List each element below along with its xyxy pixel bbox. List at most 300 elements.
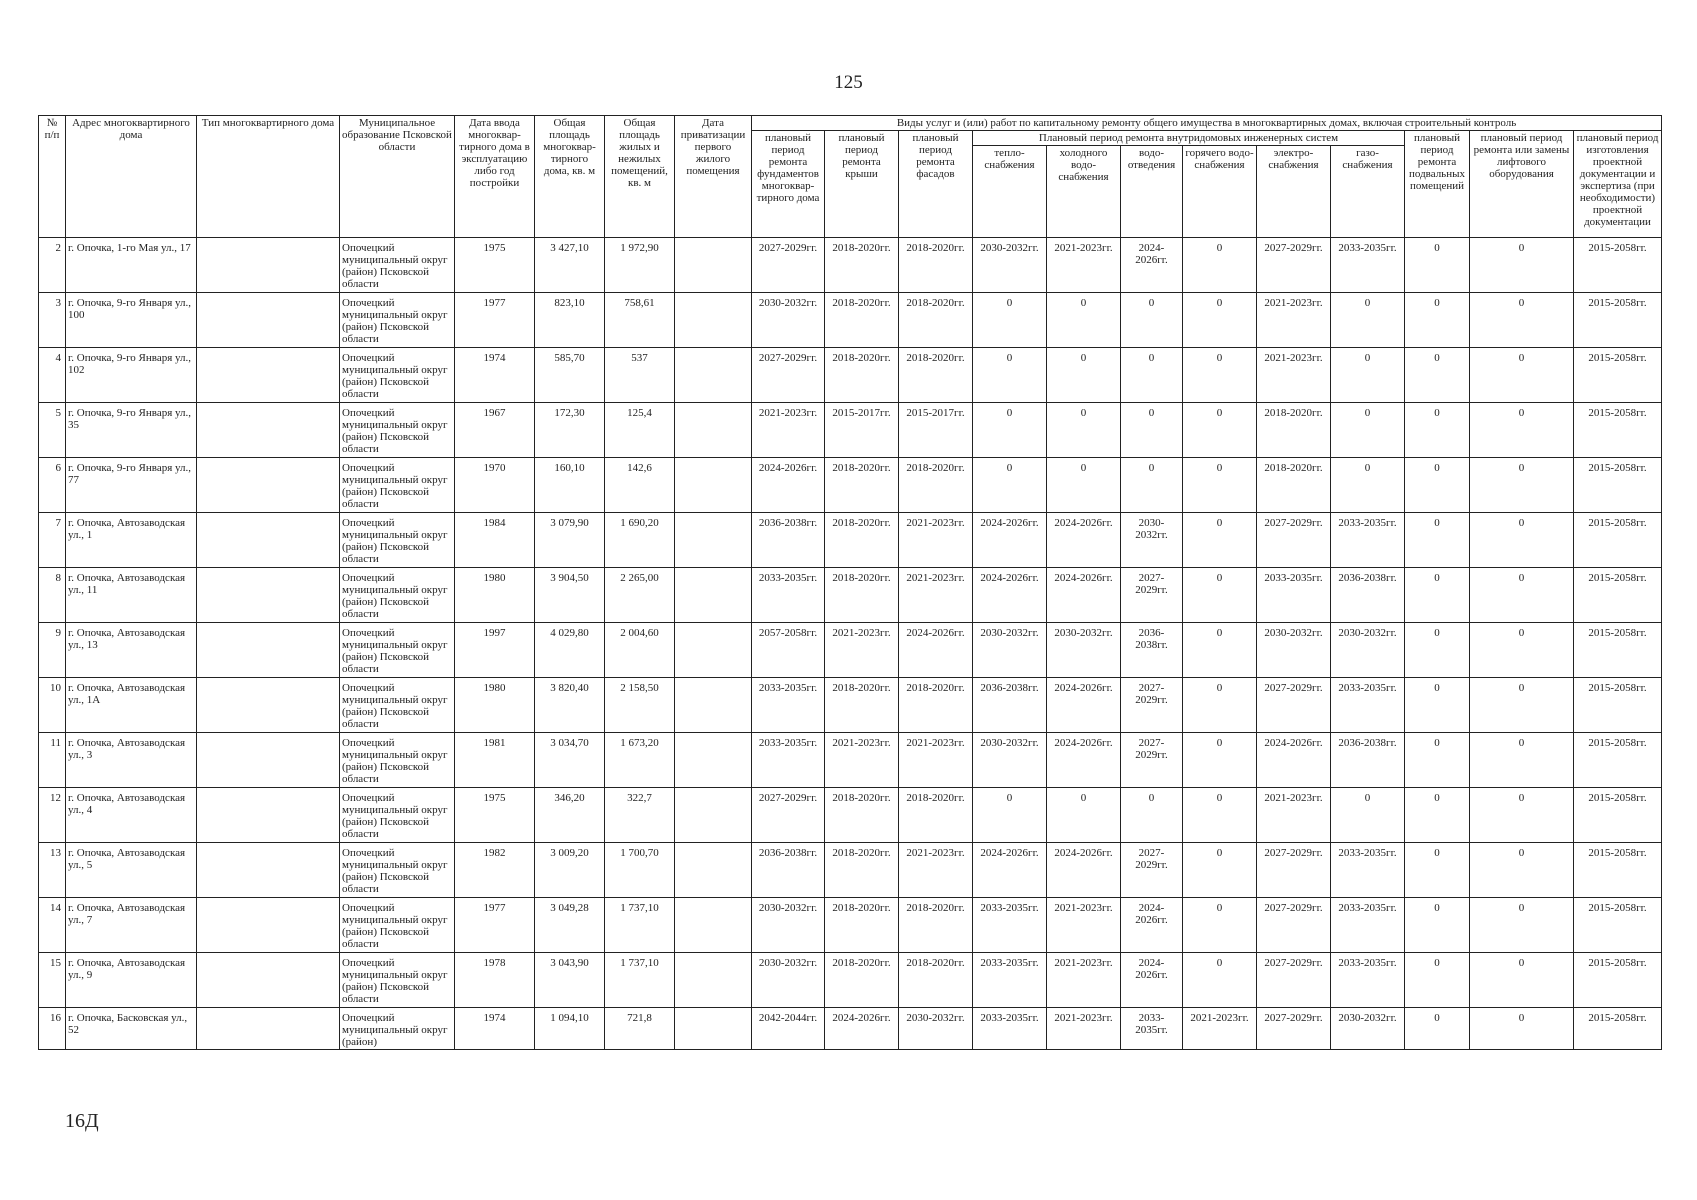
year-cell: 1984 bbox=[455, 513, 535, 568]
sewage-cell: 2024-2026гг. bbox=[1121, 953, 1183, 1008]
table-row bbox=[39, 788, 1662, 843]
foundation-cell: 2030-2032гг. bbox=[752, 953, 825, 1008]
year-cell: 1977 bbox=[455, 293, 535, 348]
sewage-cell: 2033-2035гг. bbox=[1121, 1008, 1183, 1050]
elevator-cell: 0 bbox=[1470, 458, 1574, 513]
type-cell bbox=[197, 458, 340, 513]
type-cell bbox=[197, 403, 340, 458]
cold-water-cell: 2024-2026гг. bbox=[1047, 568, 1121, 623]
elevator-cell: 0 bbox=[1470, 678, 1574, 733]
sewage-cell: 2030-2032гг. bbox=[1121, 513, 1183, 568]
hot-water-cell: 0 bbox=[1183, 733, 1257, 788]
privatization-cell bbox=[675, 733, 752, 788]
facade-cell: 2021-2023гг. bbox=[899, 843, 973, 898]
municipality-cell: Опочецкий муниципальный округ (район) Псковской области bbox=[340, 953, 455, 1008]
facade-cell: 2018-2020гг. bbox=[899, 348, 973, 403]
sewage-cell: 0 bbox=[1121, 458, 1183, 513]
foundation-cell: 2036-2038гг. bbox=[752, 513, 825, 568]
header-type: Тип многоквартирного дома bbox=[197, 116, 340, 238]
design-cell: 2015-2058гг. bbox=[1574, 733, 1662, 788]
living-area-cell: 721,8 bbox=[605, 1008, 675, 1050]
address-cell: г. Опочка, 9-го Января ул., 100 bbox=[66, 293, 197, 348]
facade-cell: 2018-2020гг. bbox=[899, 678, 973, 733]
table-row bbox=[39, 348, 1662, 403]
gas-cell: 2033-2035гг. bbox=[1331, 513, 1405, 568]
design-cell: 2015-2058гг. bbox=[1574, 898, 1662, 953]
municipality-cell: Опочецкий муниципальный округ (район) bbox=[340, 1008, 455, 1050]
year-cell: 1975 bbox=[455, 238, 535, 293]
header-heat: тепло-снабжения bbox=[973, 146, 1047, 238]
foundation-cell: 2033-2035гг. bbox=[752, 733, 825, 788]
address-cell: г. Опочка, Автозаводская ул., 1А bbox=[66, 678, 197, 733]
electricity-cell: 2027-2029гг. bbox=[1257, 843, 1331, 898]
cold-water-cell: 2024-2026гг. bbox=[1047, 843, 1121, 898]
sewage-cell: 2036-2038гг. bbox=[1121, 623, 1183, 678]
hot-water-cell: 0 bbox=[1183, 953, 1257, 1008]
sewage-cell: 2027-2029гг. bbox=[1121, 678, 1183, 733]
elevator-cell: 0 bbox=[1470, 1008, 1574, 1050]
header-municipality: Муниципальное образование Псковской области bbox=[340, 116, 455, 238]
address-cell: г. Опочка, 9-го Января ул., 102 bbox=[66, 348, 197, 403]
privatization-cell bbox=[675, 348, 752, 403]
municipality-cell: Опочецкий муниципальный округ (район) Псковской области bbox=[340, 678, 455, 733]
municipality-cell: Опочецкий муниципальный округ (район) Псковской области bbox=[340, 568, 455, 623]
row-number: 8 bbox=[39, 568, 66, 623]
gas-cell: 0 bbox=[1331, 348, 1405, 403]
basement-cell: 0 bbox=[1405, 513, 1470, 568]
hot-water-cell: 0 bbox=[1183, 898, 1257, 953]
gas-cell: 2030-2032гг. bbox=[1331, 1008, 1405, 1050]
roof-cell: 2021-2023гг. bbox=[825, 733, 899, 788]
row-number: 10 bbox=[39, 678, 66, 733]
hot-water-cell: 0 bbox=[1183, 293, 1257, 348]
municipality-cell: Опочецкий муниципальный округ (район) Псковской области bbox=[340, 458, 455, 513]
hot-water-cell: 0 bbox=[1183, 788, 1257, 843]
privatization-cell bbox=[675, 458, 752, 513]
table-row bbox=[39, 513, 1662, 568]
electricity-cell: 2027-2029гг. bbox=[1257, 898, 1331, 953]
total-area-cell: 3 034,70 bbox=[535, 733, 605, 788]
heat-cell: 2030-2032гг. bbox=[973, 623, 1047, 678]
roof-cell: 2024-2026гг. bbox=[825, 1008, 899, 1050]
roof-cell: 2018-2020гг. bbox=[825, 238, 899, 293]
foundation-cell: 2027-2029гг. bbox=[752, 348, 825, 403]
header-systems-group: Плановый период ремонта внутридомовых инженерных систем bbox=[973, 131, 1405, 146]
elevator-cell: 0 bbox=[1470, 898, 1574, 953]
basement-cell: 0 bbox=[1405, 293, 1470, 348]
table-row bbox=[39, 733, 1662, 788]
basement-cell: 0 bbox=[1405, 843, 1470, 898]
facade-cell: 2018-2020гг. bbox=[899, 238, 973, 293]
year-cell: 1970 bbox=[455, 458, 535, 513]
basement-cell: 0 bbox=[1405, 568, 1470, 623]
heat-cell: 2024-2026гг. bbox=[973, 568, 1047, 623]
electricity-cell: 2021-2023гг. bbox=[1257, 348, 1331, 403]
row-number: 5 bbox=[39, 403, 66, 458]
year-cell: 1997 bbox=[455, 623, 535, 678]
privatization-cell bbox=[675, 403, 752, 458]
roof-cell: 2018-2020гг. bbox=[825, 678, 899, 733]
heat-cell: 2033-2035гг. bbox=[973, 898, 1047, 953]
capital-repair-table bbox=[38, 115, 1662, 1050]
header-address: Адрес многоквартирного дома bbox=[66, 116, 197, 238]
facade-cell: 2018-2020гг. bbox=[899, 898, 973, 953]
design-cell: 2015-2058гг. bbox=[1574, 678, 1662, 733]
header-total-area: Общая площадь многоквар-тирного дома, кв. м bbox=[535, 116, 605, 238]
municipality-cell: Опочецкий муниципальный округ (район) Псковской области bbox=[340, 898, 455, 953]
row-number: 6 bbox=[39, 458, 66, 513]
cold-water-cell: 2024-2026гг. bbox=[1047, 733, 1121, 788]
heat-cell: 2024-2026гг. bbox=[973, 843, 1047, 898]
roof-cell: 2018-2020гг. bbox=[825, 843, 899, 898]
design-cell: 2015-2058гг. bbox=[1574, 623, 1662, 678]
design-cell: 2015-2058гг. bbox=[1574, 403, 1662, 458]
row-number: 14 bbox=[39, 898, 66, 953]
privatization-cell bbox=[675, 513, 752, 568]
privatization-cell bbox=[675, 293, 752, 348]
total-area-cell: 3 049,28 bbox=[535, 898, 605, 953]
gas-cell: 0 bbox=[1331, 403, 1405, 458]
cold-water-cell: 2021-2023гг. bbox=[1047, 238, 1121, 293]
address-cell: г. Опочка, 9-го Января ул., 77 bbox=[66, 458, 197, 513]
sewage-cell: 0 bbox=[1121, 348, 1183, 403]
gas-cell: 0 bbox=[1331, 293, 1405, 348]
facade-cell: 2018-2020гг. bbox=[899, 953, 973, 1008]
gas-cell: 2033-2035гг. bbox=[1331, 953, 1405, 1008]
cold-water-cell: 2021-2023гг. bbox=[1047, 1008, 1121, 1050]
living-area-cell: 537 bbox=[605, 348, 675, 403]
hot-water-cell: 0 bbox=[1183, 623, 1257, 678]
design-cell: 2015-2058гг. bbox=[1574, 568, 1662, 623]
roof-cell: 2018-2020гг. bbox=[825, 348, 899, 403]
municipality-cell: Опочецкий муниципальный округ (район) Псковской области bbox=[340, 403, 455, 458]
gas-cell: 2036-2038гг. bbox=[1331, 568, 1405, 623]
table-body bbox=[39, 238, 1662, 1050]
total-area-cell: 3 820,40 bbox=[535, 678, 605, 733]
privatization-cell bbox=[675, 898, 752, 953]
elevator-cell: 0 bbox=[1470, 513, 1574, 568]
living-area-cell: 2 004,60 bbox=[605, 623, 675, 678]
address-cell: г. Опочка, Автозаводская ул., 4 bbox=[66, 788, 197, 843]
cold-water-cell: 0 bbox=[1047, 788, 1121, 843]
header-basement: плановый период ремонта подвальных помещений bbox=[1405, 131, 1470, 238]
table-row bbox=[39, 403, 1662, 458]
header-commission-date: Дата ввода многоквар-тирного дома в эксплуатацию либо год постройки bbox=[455, 116, 535, 238]
year-cell: 1974 bbox=[455, 1008, 535, 1050]
electricity-cell: 2027-2029гг. bbox=[1257, 678, 1331, 733]
elevator-cell: 0 bbox=[1470, 348, 1574, 403]
address-cell: г. Опочка, Автозаводская ул., 1 bbox=[66, 513, 197, 568]
design-cell: 2015-2058гг. bbox=[1574, 788, 1662, 843]
header-hot-water: горячего водо-снабжения bbox=[1183, 146, 1257, 238]
sewage-cell: 2027-2029гг. bbox=[1121, 568, 1183, 623]
basement-cell: 0 bbox=[1405, 788, 1470, 843]
total-area-cell: 4 029,80 bbox=[535, 623, 605, 678]
design-cell: 2015-2058гг. bbox=[1574, 458, 1662, 513]
type-cell bbox=[197, 623, 340, 678]
year-cell: 1980 bbox=[455, 568, 535, 623]
type-cell bbox=[197, 898, 340, 953]
municipality-cell: Опочецкий муниципальный округ (район) Псковской области bbox=[340, 293, 455, 348]
type-cell bbox=[197, 568, 340, 623]
header-sewage: водо-отведения bbox=[1121, 146, 1183, 238]
facade-cell: 2024-2026гг. bbox=[899, 623, 973, 678]
type-cell bbox=[197, 1008, 340, 1050]
total-area-cell: 160,10 bbox=[535, 458, 605, 513]
privatization-cell bbox=[675, 678, 752, 733]
living-area-cell: 1 972,90 bbox=[605, 238, 675, 293]
facade-cell: 2018-2020гг. bbox=[899, 293, 973, 348]
heat-cell: 0 bbox=[973, 788, 1047, 843]
foundation-cell: 2024-2026гг. bbox=[752, 458, 825, 513]
municipality-cell: Опочецкий муниципальный округ (район) Псковской области bbox=[340, 348, 455, 403]
year-cell: 1974 bbox=[455, 348, 535, 403]
total-area-cell: 3 427,10 bbox=[535, 238, 605, 293]
table-row bbox=[39, 623, 1662, 678]
foundation-cell: 2030-2032гг. bbox=[752, 293, 825, 348]
facade-cell: 2021-2023гг. bbox=[899, 513, 973, 568]
row-number: 12 bbox=[39, 788, 66, 843]
elevator-cell: 0 bbox=[1470, 293, 1574, 348]
foundation-cell: 2042-2044гг. bbox=[752, 1008, 825, 1050]
elevator-cell: 0 bbox=[1470, 843, 1574, 898]
cold-water-cell: 2024-2026гг. bbox=[1047, 513, 1121, 568]
total-area-cell: 3 009,20 bbox=[535, 843, 605, 898]
electricity-cell: 2018-2020гг. bbox=[1257, 403, 1331, 458]
basement-cell: 0 bbox=[1405, 458, 1470, 513]
hot-water-cell: 0 bbox=[1183, 348, 1257, 403]
foundation-cell: 2021-2023гг. bbox=[752, 403, 825, 458]
electricity-cell: 2024-2026гг. bbox=[1257, 733, 1331, 788]
roof-cell: 2018-2020гг. bbox=[825, 568, 899, 623]
header-living-area: Общая площадь жилых и нежилых помещений, кв. м bbox=[605, 116, 675, 238]
heat-cell: 2030-2032гг. bbox=[973, 733, 1047, 788]
row-number: 15 bbox=[39, 953, 66, 1008]
facade-cell: 2021-2023гг. bbox=[899, 568, 973, 623]
hot-water-cell: 0 bbox=[1183, 513, 1257, 568]
foundation-cell: 2027-2029гг. bbox=[752, 788, 825, 843]
cold-water-cell: 2021-2023гг. bbox=[1047, 898, 1121, 953]
cold-water-cell: 2024-2026гг. bbox=[1047, 678, 1121, 733]
type-cell bbox=[197, 788, 340, 843]
electricity-cell: 2027-2029гг. bbox=[1257, 953, 1331, 1008]
row-number: 9 bbox=[39, 623, 66, 678]
gas-cell: 0 bbox=[1331, 458, 1405, 513]
foundation-cell: 2033-2035гг. bbox=[752, 678, 825, 733]
address-cell: г. Опочка, Автозаводская ул., 13 bbox=[66, 623, 197, 678]
design-cell: 2015-2058гг. bbox=[1574, 238, 1662, 293]
elevator-cell: 0 bbox=[1470, 568, 1574, 623]
total-area-cell: 172,30 bbox=[535, 403, 605, 458]
elevator-cell: 0 bbox=[1470, 953, 1574, 1008]
address-cell: г. Опочка, Автозаводская ул., 5 bbox=[66, 843, 197, 898]
elevator-cell: 0 bbox=[1470, 623, 1574, 678]
design-cell: 2015-2058гг. bbox=[1574, 513, 1662, 568]
living-area-cell: 125,4 bbox=[605, 403, 675, 458]
year-cell: 1982 bbox=[455, 843, 535, 898]
table-row bbox=[39, 458, 1662, 513]
facade-cell: 2018-2020гг. bbox=[899, 788, 973, 843]
sewage-cell: 2027-2029гг. bbox=[1121, 733, 1183, 788]
heat-cell: 0 bbox=[973, 293, 1047, 348]
cold-water-cell: 2030-2032гг. bbox=[1047, 623, 1121, 678]
living-area-cell: 1 673,20 bbox=[605, 733, 675, 788]
hot-water-cell: 2021-2023гг. bbox=[1183, 1008, 1257, 1050]
design-cell: 2015-2058гг. bbox=[1574, 843, 1662, 898]
electricity-cell: 2027-2029гг. bbox=[1257, 238, 1331, 293]
heat-cell: 2030-2032гг. bbox=[973, 238, 1047, 293]
heat-cell: 2033-2035гг. bbox=[973, 953, 1047, 1008]
year-cell: 1967 bbox=[455, 403, 535, 458]
design-cell: 2015-2058гг. bbox=[1574, 1008, 1662, 1050]
privatization-cell bbox=[675, 843, 752, 898]
foundation-cell: 2036-2038гг. bbox=[752, 843, 825, 898]
basement-cell: 0 bbox=[1405, 898, 1470, 953]
type-cell bbox=[197, 843, 340, 898]
heat-cell: 2024-2026гг. bbox=[973, 513, 1047, 568]
roof-cell: 2018-2020гг. bbox=[825, 458, 899, 513]
privatization-cell bbox=[675, 238, 752, 293]
table-row bbox=[39, 238, 1662, 293]
basement-cell: 0 bbox=[1405, 953, 1470, 1008]
privatization-cell bbox=[675, 1008, 752, 1050]
living-area-cell: 2 158,50 bbox=[605, 678, 675, 733]
gas-cell: 2033-2035гг. bbox=[1331, 843, 1405, 898]
year-cell: 1980 bbox=[455, 678, 535, 733]
design-cell: 2015-2058гг. bbox=[1574, 953, 1662, 1008]
header-privatization-date: Дата приватизации первого жилого помещения bbox=[675, 116, 752, 238]
privatization-cell bbox=[675, 623, 752, 678]
page-number: 125 bbox=[834, 72, 863, 93]
basement-cell: 0 bbox=[1405, 623, 1470, 678]
type-cell bbox=[197, 348, 340, 403]
header-electricity: электро-снабжения bbox=[1257, 146, 1331, 238]
basement-cell: 0 bbox=[1405, 403, 1470, 458]
hot-water-cell: 0 bbox=[1183, 458, 1257, 513]
header-roof: плановый период ремонта крыши bbox=[825, 131, 899, 238]
privatization-cell bbox=[675, 953, 752, 1008]
sewage-cell: 0 bbox=[1121, 403, 1183, 458]
basement-cell: 0 bbox=[1405, 733, 1470, 788]
gas-cell: 2033-2035гг. bbox=[1331, 678, 1405, 733]
type-cell bbox=[197, 238, 340, 293]
elevator-cell: 0 bbox=[1470, 403, 1574, 458]
total-area-cell: 1 094,10 bbox=[535, 1008, 605, 1050]
design-cell: 2015-2058гг. bbox=[1574, 348, 1662, 403]
cold-water-cell: 0 bbox=[1047, 458, 1121, 513]
address-cell: г. Опочка, 1-го Мая ул., 17 bbox=[66, 238, 197, 293]
address-cell: г. Опочка, Автозаводская ул., 3 bbox=[66, 733, 197, 788]
total-area-cell: 3 043,90 bbox=[535, 953, 605, 1008]
gas-cell: 2036-2038гг. bbox=[1331, 733, 1405, 788]
address-cell: г. Опочка, Автозаводская ул., 11 bbox=[66, 568, 197, 623]
electricity-cell: 2030-2032гг. bbox=[1257, 623, 1331, 678]
roof-cell: 2018-2020гг. bbox=[825, 898, 899, 953]
header-cold-water: холодного водо-снабжения bbox=[1047, 146, 1121, 238]
row-number: 7 bbox=[39, 513, 66, 568]
type-cell bbox=[197, 293, 340, 348]
privatization-cell bbox=[675, 568, 752, 623]
sewage-cell: 2027-2029гг. bbox=[1121, 843, 1183, 898]
elevator-cell: 0 bbox=[1470, 788, 1574, 843]
year-cell: 1981 bbox=[455, 733, 535, 788]
cold-water-cell: 2021-2023гг. bbox=[1047, 953, 1121, 1008]
living-area-cell: 758,61 bbox=[605, 293, 675, 348]
roof-cell: 2018-2020гг. bbox=[825, 788, 899, 843]
type-cell bbox=[197, 953, 340, 1008]
address-cell: г. Опочка, 9-го Января ул., 35 bbox=[66, 403, 197, 458]
cold-water-cell: 0 bbox=[1047, 293, 1121, 348]
gas-cell: 0 bbox=[1331, 788, 1405, 843]
privatization-cell bbox=[675, 788, 752, 843]
heat-cell: 0 bbox=[973, 403, 1047, 458]
electricity-cell: 2033-2035гг. bbox=[1257, 568, 1331, 623]
living-area-cell: 1 737,10 bbox=[605, 898, 675, 953]
document-code: 16Д bbox=[65, 1110, 99, 1132]
table-row bbox=[39, 843, 1662, 898]
living-area-cell: 1 737,10 bbox=[605, 953, 675, 1008]
cold-water-cell: 0 bbox=[1047, 403, 1121, 458]
heat-cell: 2036-2038гг. bbox=[973, 678, 1047, 733]
municipality-cell: Опочецкий муниципальный округ (район) Псковской области bbox=[340, 843, 455, 898]
gas-cell: 2030-2032гг. bbox=[1331, 623, 1405, 678]
roof-cell: 2018-2020гг. bbox=[825, 513, 899, 568]
basement-cell: 0 bbox=[1405, 1008, 1470, 1050]
electricity-cell: 2018-2020гг. bbox=[1257, 458, 1331, 513]
basement-cell: 0 bbox=[1405, 348, 1470, 403]
total-area-cell: 3 904,50 bbox=[535, 568, 605, 623]
type-cell bbox=[197, 513, 340, 568]
hot-water-cell: 0 bbox=[1183, 403, 1257, 458]
year-cell: 1975 bbox=[455, 788, 535, 843]
type-cell bbox=[197, 678, 340, 733]
sewage-cell: 2024-2026гг. bbox=[1121, 898, 1183, 953]
foundation-cell: 2033-2035гг. bbox=[752, 568, 825, 623]
row-number: 16 bbox=[39, 1008, 66, 1050]
electricity-cell: 2021-2023гг. bbox=[1257, 293, 1331, 348]
header-design-docs: плановый период изготовления проектной документации и экспертиза (при необходимости) проектной документации bbox=[1574, 131, 1662, 238]
table-row bbox=[39, 898, 1662, 953]
hot-water-cell: 0 bbox=[1183, 678, 1257, 733]
year-cell: 1978 bbox=[455, 953, 535, 1008]
total-area-cell: 823,10 bbox=[535, 293, 605, 348]
roof-cell: 2018-2020гг. bbox=[825, 293, 899, 348]
row-number: 4 bbox=[39, 348, 66, 403]
elevator-cell: 0 bbox=[1470, 733, 1574, 788]
elevator-cell: 0 bbox=[1470, 238, 1574, 293]
address-cell: г. Опочка, Автозаводская ул., 7 bbox=[66, 898, 197, 953]
hot-water-cell: 0 bbox=[1183, 568, 1257, 623]
address-cell: г. Опочка, Автозаводская ул., 9 bbox=[66, 953, 197, 1008]
table-row bbox=[39, 953, 1662, 1008]
gas-cell: 2033-2035гг. bbox=[1331, 898, 1405, 953]
municipality-cell: Опочецкий муниципальный округ (район) Псковской области bbox=[340, 238, 455, 293]
facade-cell: 2021-2023гг. bbox=[899, 733, 973, 788]
living-area-cell: 2 265,00 bbox=[605, 568, 675, 623]
total-area-cell: 3 079,90 bbox=[535, 513, 605, 568]
living-area-cell: 322,7 bbox=[605, 788, 675, 843]
heat-cell: 2033-2035гг. bbox=[973, 1008, 1047, 1050]
header-no: № п/п bbox=[39, 116, 66, 238]
header-elevator: плановый период ремонта или замены лифтового оборудования bbox=[1470, 131, 1574, 238]
gas-cell: 2033-2035гг. bbox=[1331, 238, 1405, 293]
electricity-cell: 2021-2023гг. bbox=[1257, 788, 1331, 843]
basement-cell: 0 bbox=[1405, 678, 1470, 733]
hot-water-cell: 0 bbox=[1183, 843, 1257, 898]
foundation-cell: 2030-2032гг. bbox=[752, 898, 825, 953]
table-row bbox=[39, 1008, 1662, 1050]
facade-cell: 2018-2020гг. bbox=[899, 458, 973, 513]
